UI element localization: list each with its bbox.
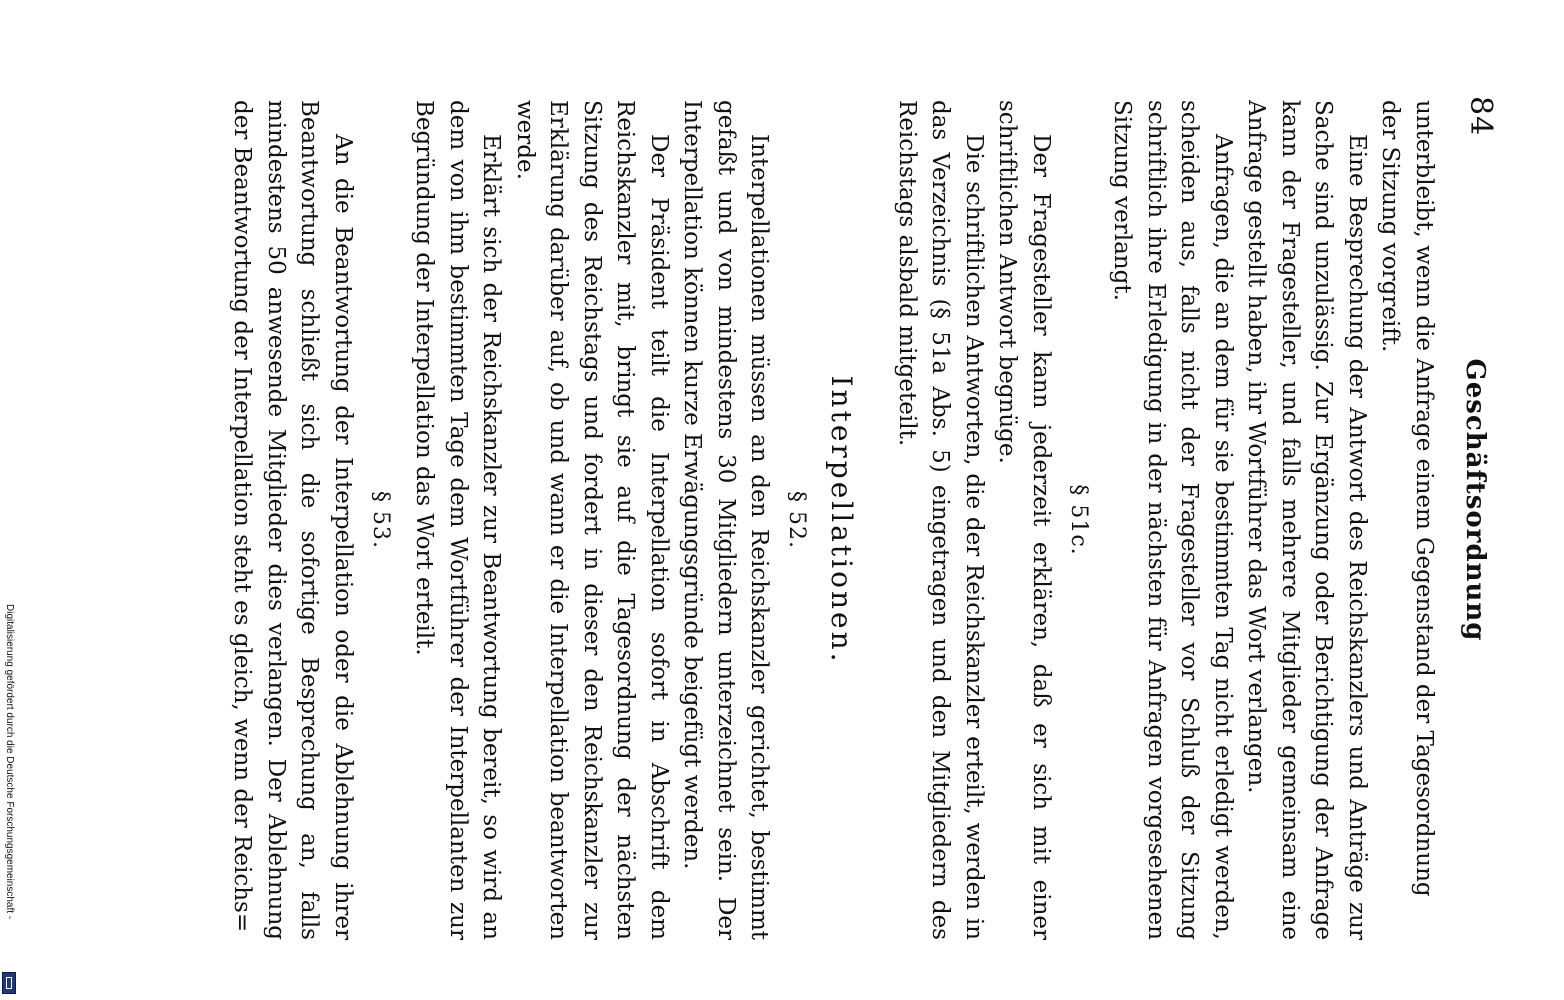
paragraph: An die Beantwortung der Interpellation oder die Ablehnung ihrer Beantwortung schließt sich die sofortige Besprechung an, falls mindestens 50 anwesende Mitglieder dies verlangen. Der Ablehnung der Beantwortung der Interpellation steht es gleich, wenn der Reichs= <box>229 100 356 940</box>
section-heading: Interpellationen. <box>825 375 859 665</box>
paragraph: Anfragen, die an dem für sie bestimmten Tag nicht erledigt werden, scheiden aus, falls nicht der Fragesteller vor Schluß der Sitzung schriftlich ihre Erledigung in der nächsten für Anfragen vorgesehenen Sitzung verlangt. <box>1109 100 1236 940</box>
credit-text: Digitalisierung gefördert durch die Deutsche Forschungsgemeinschaft - <box>4 604 15 920</box>
paragraph: Der Präsident teilt die Interpellation sofort in Abschrift dem Reichskanzler mit, bringt sie auf die Tagesordnung der nächsten Sitzung des Reichstags und fordert in dieser den Reichskanzler zur Erklärung darüber auf, ob und wann er die Interpellation beantworten werde. <box>512 100 672 940</box>
page-body <box>225 40 1440 960</box>
paragraph: Interpellationen müssen an den Reichskanzler gerichtet, bestimmt gefaßt und von mindestens 30 Mitgliedern unterzeichnet sein. Der Interpellation können kurze Erwägungsgründe beigefügt werden. <box>679 100 773 940</box>
section-number: § 52. <box>784 491 810 549</box>
digitization-credit <box>2 600 16 994</box>
paragraph-line: der Sitzung vorgreift. <box>1377 100 1404 353</box>
paragraph: Erklärt sich der Reichskanzler zur Beantwortung bereit, so wird an dem von ihm bestimmten Tage dem Wortführer der Interpellanten zur Begründung der Interpellation das Wort erteilt. <box>411 100 505 940</box>
running-title: Geschäftsordnung <box>1460 358 1490 642</box>
paragraph-continuation <box>1373 100 1440 940</box>
book-page <box>60 40 1500 960</box>
section-number: § 53. <box>368 491 393 549</box>
paragraph: Eine Besprechung der Antwort des Reichskanzlers und Anträge zur Sache sind unzulässig. Zur Ergänzung oder Berichtigung der Anfrage kann der Fragesteller, und falls mehrere Mitglieder gemeinsam eine Anfrage gestellt haben, ihr Wortführer das Wort verlangen. <box>1243 100 1370 940</box>
section-number: § 51c. <box>1066 484 1091 556</box>
page-number: 84 <box>1463 96 1498 137</box>
paragraph-line: unterbleibt, wenn die Anfrage einem Gegenstand der Tagesordnung <box>1411 100 1437 897</box>
running-header <box>1440 40 1500 960</box>
dfg-logo-icon <box>2 972 16 994</box>
paragraph: Die schriftlichen Antworten, die der Reichskanzler erteilt, werden in das Verzeichnis (§ 51a Abs. 5) eingetragen und den Mitgliedern des Reichstags alsbald mitgeteilt. <box>894 100 987 940</box>
paragraph: Der Fragesteller kann jederzeit erklären, daß er sich mit einer schriftlichen Antwort begnüge. <box>994 100 1054 940</box>
